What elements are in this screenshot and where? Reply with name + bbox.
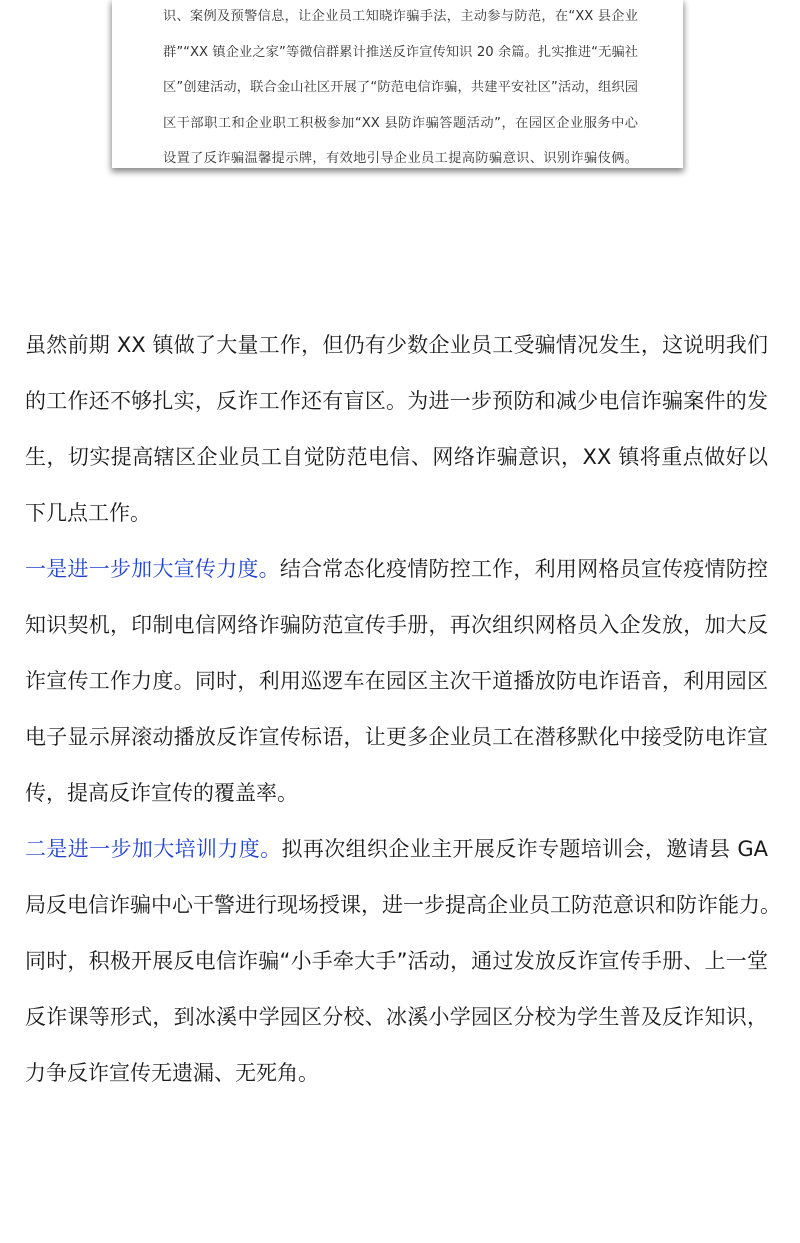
document-page-preview xyxy=(112,0,683,168)
body-line: 同时，积极开展反电信诈骗“小手牵大手”活动，通过发放反诈宣传手册、上一堂 xyxy=(25,949,768,973)
body-line: 局反电信诈骗中心干警进行现场授课，进一步提高企业员工防范意识和防诈能力。 xyxy=(25,893,781,917)
body-text: 结合常态化疫情防控工作，利用网格员宣传疫情防控 xyxy=(279,557,769,581)
paragraph-training xyxy=(25,821,785,1101)
body-line: 力争反诈宣传无遗漏、无死角。 xyxy=(25,1061,319,1085)
body-line: 电子显示屏滚动播放反诈宣传标语，让更多企业员工在潜移默化中接受防电诈宣 xyxy=(25,725,768,749)
preview-line: 识、案例及预警信息，让企业员工知晓诈骗手法，主动参与防范，在“XX 县企业 xyxy=(163,9,638,24)
body-line: 的工作还不够扎实，反诈工作还有盲区。为进一步预防和减少电信诈骗案件的发 xyxy=(25,389,768,413)
body-line: 知识契机，印制电信网络诈骗防范宣传手册，再次组织网格员入企发放，加大反 xyxy=(25,613,768,637)
body-line xyxy=(25,821,768,877)
document-body xyxy=(25,317,785,1101)
body-line: 反诈课等形式，到冰溪中学园区分校、冰溪小学园区分校为学生普及反诈知识， xyxy=(25,1005,768,1029)
body-line: 虽然前期 XX 镇做了大量工作，但仍有少数企业员工受骗情况发生，这说明我们 xyxy=(25,333,768,357)
body-line: 生，切实提高辖区企业员工自觉防范电信、网络诈骗意识，XX 镇将重点做好以 xyxy=(25,445,768,469)
paragraph-intro xyxy=(25,317,785,541)
section-heading-training: 二是进一步加大培训力度。 xyxy=(25,837,282,861)
body-line xyxy=(25,541,768,597)
body-line: 传，提高反诈宣传的覆盖率。 xyxy=(25,781,298,805)
preview-line: 设置了反诈骗温馨提示牌，有效地引导企业员工提高防骗意识、识别诈骗伎俩。 xyxy=(163,151,638,166)
preview-line: 区干部职工和企业职工积极参加“XX 县防诈骗答题活动”，在园区企业服务中心 xyxy=(163,115,638,131)
body-line: 下几点工作。 xyxy=(25,501,151,525)
body-text: 拟再次组织企业主开展反诈专题培训会，邀请县 GA xyxy=(281,837,769,861)
preview-line: 群”“XX 镇企业之家”等微信群累计推送反诈宣传知识 20 余篇。扎实推进“无骗社 xyxy=(163,44,638,60)
paragraph-publicity xyxy=(25,541,785,821)
preview-line: 区”创建活动，联合金山社区开展了“防范电信诈骗，共建平安社区”活动，组织园 xyxy=(163,80,638,95)
body-line: 诈宣传工作力度。同时，利用巡逻车在园区主次干道播放防电诈语音，利用园区 xyxy=(25,669,768,693)
section-heading-publicity: 一是进一步加大宣传力度。 xyxy=(25,557,280,581)
